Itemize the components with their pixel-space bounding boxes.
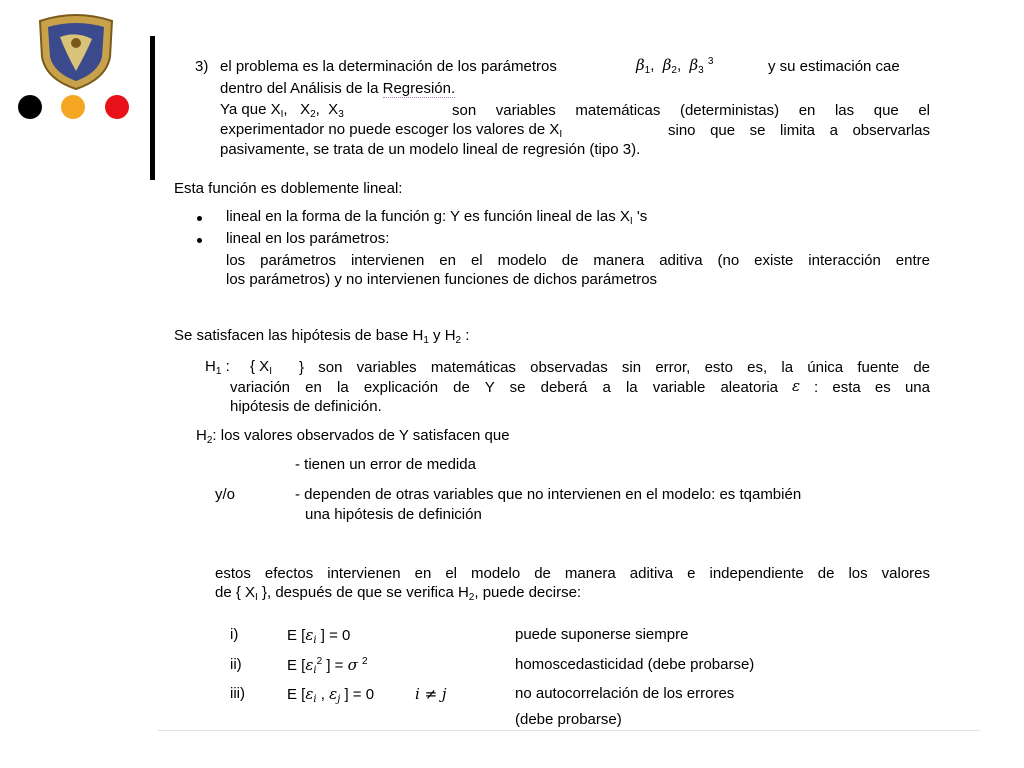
p3-line3-a: Ya que $X_I$, $X_2$, $X_3$ <box>220 101 344 120</box>
h2-item-2: - dependen de otras variables que no intervienen en el modelo: es tqambién <box>295 486 802 503</box>
bullet-icon <box>197 238 202 243</box>
black-dot <box>18 95 42 119</box>
vertical-divider <box>150 36 155 180</box>
prop-3-description: no autocorrelación de los errores <box>515 685 735 702</box>
prop-2-number: ii) <box>230 656 242 673</box>
bullet-2-line2: los parámetros) y no intervienen funciones de dichos parámetros <box>226 271 658 288</box>
p3-line4-a: experimentador no puede escoger los valores de $X_I$ <box>220 121 563 140</box>
university-crest-logo <box>36 13 116 91</box>
function-heading: Esta función es doblemente lineal: <box>174 180 403 197</box>
p3-line5: pasivamente, se trata de un modelo lineal de regresión (tipo 3). <box>220 141 641 158</box>
prop-1-formula: E [$\varepsilon_i$ ] = 0 <box>287 626 351 646</box>
prop-3-condition: i ≠ j <box>415 685 447 703</box>
prop-3-formula: E [$\varepsilon_i$ , $\varepsilon_j$ ] = 0 <box>287 685 375 705</box>
beta-parameters: $\beta_1$, $\beta_2$, $\beta_3$ $^3$ <box>636 56 714 76</box>
h1-label: $H_1$ : <box>205 358 230 377</box>
h2-item-2-cont: una hipótesis de definición <box>305 506 482 523</box>
hypotheses-heading: Se satisfacen las hipótesis de base $H_1$ y $H_2$ : <box>174 327 470 346</box>
bullet-2-line1: los parámetros intervienen en el modelo de manera aditiva (no existe interacción entre <box>226 252 930 269</box>
orange-dot <box>61 95 85 119</box>
p3-line3-b: son variables matemáticas (deterministas) en las que el <box>452 102 930 119</box>
h1-line3: hipótesis de definición. <box>230 398 382 415</box>
prop-3-number: iii) <box>230 685 245 702</box>
h1-line1-a: { $X_I$ <box>250 358 272 377</box>
item-number: 3) <box>195 58 209 75</box>
h2-item-1: - tienen un error de medida <box>295 456 476 473</box>
and-or-label: y/o <box>215 486 236 503</box>
p3-line1-b: y su estimación cae <box>768 58 900 75</box>
red-dot <box>105 95 129 119</box>
footer-line <box>158 730 980 731</box>
h1-line2-a: variación en la explicación de Y se deberá a la variable aleatoria <box>230 379 778 396</box>
prop-2-description: homoscedasticidad (debe probarse) <box>515 656 755 673</box>
p3-line2: dentro del Análisis de la Regresión. <box>220 80 456 97</box>
h1-line2-b: : esta es una <box>814 379 930 396</box>
epsilon-symbol: ε <box>792 377 801 395</box>
h1-line1-b: } son variables matemáticas observadas sin error, esto es, la única fuente de <box>299 359 930 376</box>
bullet-icon <box>197 216 202 221</box>
bullet-2-text: lineal en los parámetros: <box>226 230 390 247</box>
university-crest-icon <box>36 13 116 91</box>
p3-line4-b: sino que se limita a observarlas <box>668 122 930 139</box>
h2-statement: $H_2$: los valores observados de Y satisfacen que <box>196 427 510 446</box>
effects-line2: de { $X_I$ }, después de que se verifica $H_2$, puede decirse: <box>215 584 582 603</box>
prop-1-description: puede suponerse siempre <box>515 626 689 643</box>
prop-3-description-cont: (debe probarse) <box>515 711 622 728</box>
prop-1-number: i) <box>230 626 239 643</box>
bullet-1-text: lineal en la forma de la función g: Y es función lineal de las $X_I$ 's <box>226 208 648 227</box>
effects-line1: estos efectos intervienen en el modelo de manera aditiva e independiente de los valores <box>215 565 930 582</box>
p3-line1-a: el problema es la determinación de los parámetros <box>220 58 557 75</box>
prop-2-formula: E [$\varepsilon_i^2$ ] = σ $^2$ <box>287 656 368 676</box>
